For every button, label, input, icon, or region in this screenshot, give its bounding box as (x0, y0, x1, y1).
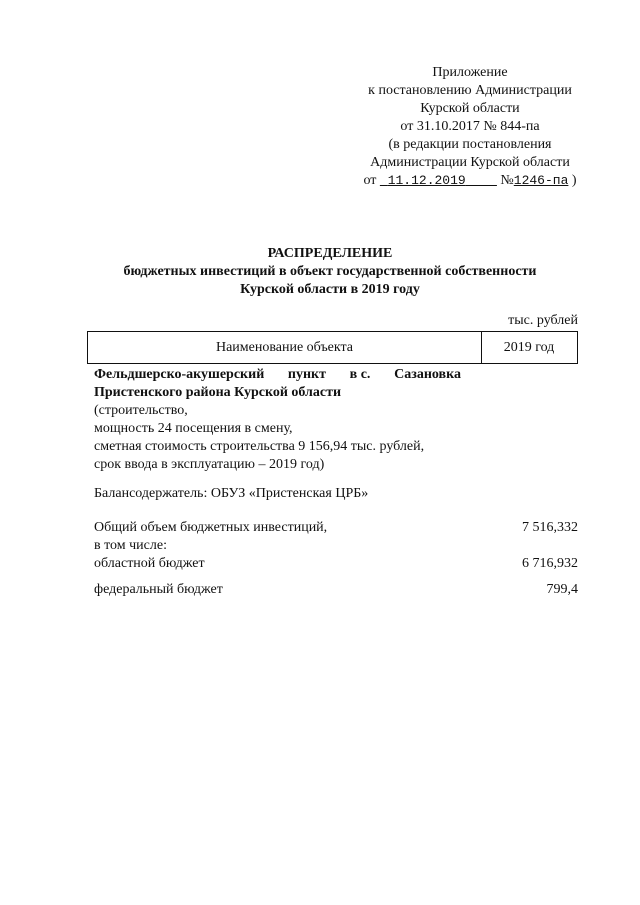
header-date-prefix: от (363, 173, 377, 188)
units-label: тыс. рублей (508, 313, 578, 328)
row-label-total: Общий объем бюджетных инвестиций, (94, 520, 328, 535)
header-line-3: Курской области (420, 101, 520, 116)
header-line-7 (340, 172, 600, 189)
column-header-year: 2019 год (503, 340, 555, 355)
header-line-4: от 31.10.2017 № 844-па (400, 119, 540, 134)
document-subtitle-2: Курской области в 2019 году (240, 282, 420, 297)
balance-holder: Балансодержатель: ОБУЗ «Пристенская ЦРБ» (94, 486, 369, 501)
row-label-regional: областной бюджет (94, 556, 205, 571)
header-line-1: Приложение (432, 65, 508, 80)
object-name-word: Фельдшерско-акушерский (94, 367, 265, 382)
object-name-line-2: Пристенского района Курской области (94, 385, 342, 400)
row-value-federal: 799,4 (546, 582, 578, 597)
object-name-line-1 (94, 366, 461, 384)
header-number: 1246-па (513, 173, 569, 188)
object-name-word: в с. (349, 367, 371, 382)
header-date: 11.12.2019 (387, 173, 466, 188)
header-number-sign: № (500, 173, 514, 188)
header-line-5: (в редакции постановления (388, 137, 552, 152)
object-detail: мощность 24 посещения в смену, (94, 421, 293, 436)
object-name-word: Сазановка (394, 367, 461, 382)
document-subtitle-1: бюджетных инвестиций в объект государственной собственности (123, 264, 537, 279)
row-label-including: в том числе: (94, 538, 167, 553)
object-detail: срок ввода в эксплуатацию – 2019 год) (94, 457, 325, 472)
column-header-name: Наименование объекта (88, 332, 482, 363)
row-label-federal: федеральный бюджет (94, 582, 223, 597)
object-detail: (строительство, (94, 403, 188, 418)
object-name-word: пункт (287, 367, 326, 382)
header-line-6: Администрации Курской области (370, 155, 570, 170)
header-suffix: ) (571, 173, 577, 188)
row-value-total: 7 516,332 (522, 520, 578, 535)
table-header (87, 331, 578, 364)
object-detail: сметная стоимость строительства 9 156,94 тыс. рублей, (94, 439, 425, 454)
header-line-2: к постановлению Администрации (368, 83, 572, 98)
document-title: РАСПРЕДЕЛЕНИЕ (267, 246, 393, 261)
row-value-regional: 6 716,932 (522, 556, 578, 571)
